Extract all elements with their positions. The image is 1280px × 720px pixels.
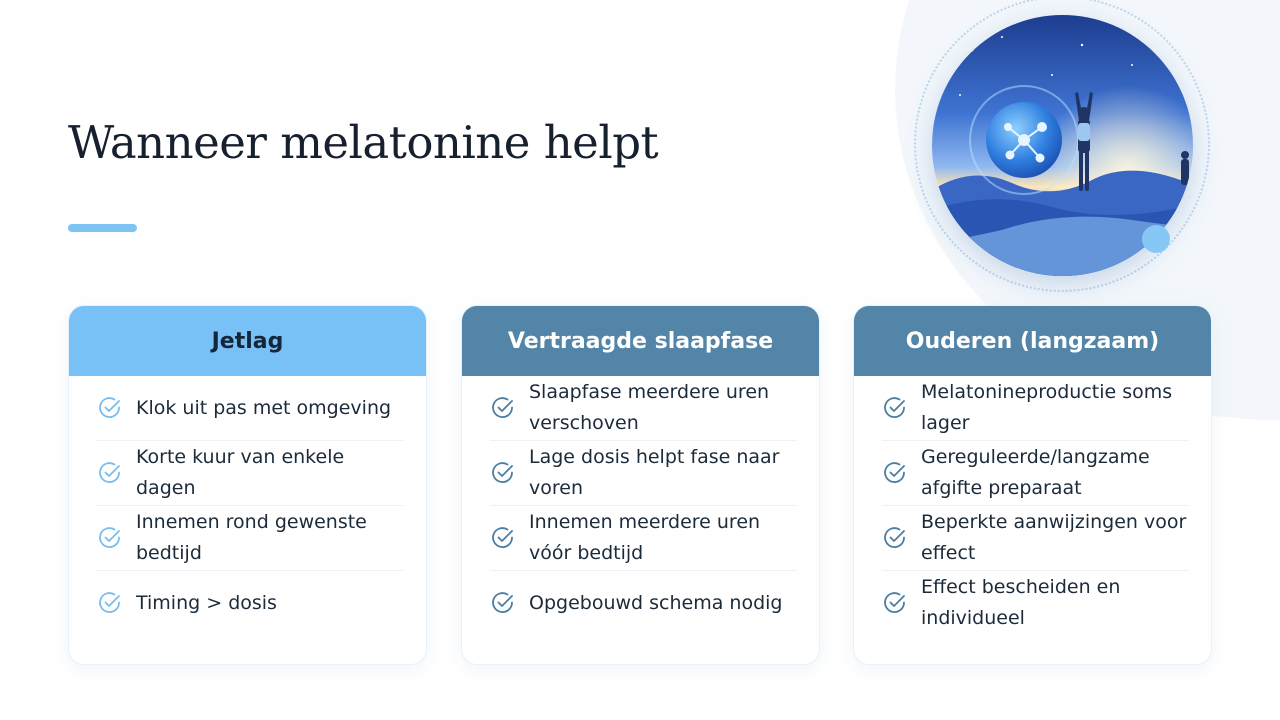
list-item bbox=[490, 571, 797, 635]
title-underline bbox=[68, 224, 137, 232]
list-item-text: Gereguleerde/langzame afgifte preparaat bbox=[921, 446, 1150, 499]
list-item-text: Effect bescheiden en individueel bbox=[921, 576, 1121, 629]
list-item-text: Timing > dosis bbox=[136, 591, 277, 614]
list-item bbox=[882, 506, 1189, 571]
list-item-text: Innemen meerdere uren vóór bedtijd bbox=[529, 511, 761, 564]
card-vertraagde-slaapfase bbox=[461, 305, 820, 665]
check-circle-icon bbox=[490, 590, 516, 616]
check-circle-icon bbox=[490, 395, 516, 421]
list-item bbox=[490, 376, 797, 441]
page-title: Wanneer melatonine helpt bbox=[68, 116, 659, 169]
list-item bbox=[97, 571, 404, 635]
list-item-text: Beperkte aanwijzingen voor effect bbox=[921, 511, 1187, 564]
card-list bbox=[69, 376, 426, 635]
check-circle-icon bbox=[97, 460, 123, 486]
list-item-text: Opgebouwd schema nodig bbox=[529, 591, 783, 614]
list-item bbox=[97, 506, 404, 571]
card-heading: Ouderen (langzaam) bbox=[854, 306, 1211, 376]
check-circle-icon bbox=[97, 395, 123, 421]
list-item-text: Slaapfase meerdere uren verschoven bbox=[529, 381, 770, 434]
list-item-text: Innemen rond gewenste bedtijd bbox=[136, 511, 367, 564]
card-heading: Jetlag bbox=[69, 306, 426, 376]
list-item bbox=[882, 376, 1189, 441]
list-item bbox=[490, 506, 797, 571]
list-item-text: Melatonineproductie soms lager bbox=[921, 381, 1173, 434]
check-circle-icon bbox=[97, 590, 123, 616]
check-circle-icon bbox=[882, 395, 908, 421]
check-circle-icon bbox=[97, 525, 123, 551]
check-circle-icon bbox=[882, 525, 908, 551]
card-ouderen bbox=[853, 305, 1212, 665]
list-item-text: Korte kuur van enkele dagen bbox=[136, 446, 345, 499]
list-item bbox=[882, 441, 1189, 506]
list-item-text: Klok uit pas met omgeving bbox=[136, 396, 392, 419]
list-item-text: Lage dosis helpt fase naar voren bbox=[529, 446, 780, 499]
check-circle-icon bbox=[882, 590, 908, 616]
list-item bbox=[490, 441, 797, 506]
card-list bbox=[854, 376, 1211, 635]
card-list bbox=[462, 376, 819, 635]
check-circle-icon bbox=[490, 525, 516, 551]
accent-dot bbox=[1142, 225, 1170, 253]
list-item bbox=[97, 441, 404, 506]
card-heading: Vertraagde slaapfase bbox=[462, 306, 819, 376]
list-item bbox=[882, 571, 1189, 635]
check-circle-icon bbox=[882, 460, 908, 486]
check-circle-icon bbox=[490, 460, 516, 486]
card-jetlag bbox=[68, 305, 427, 665]
list-item bbox=[97, 376, 404, 441]
